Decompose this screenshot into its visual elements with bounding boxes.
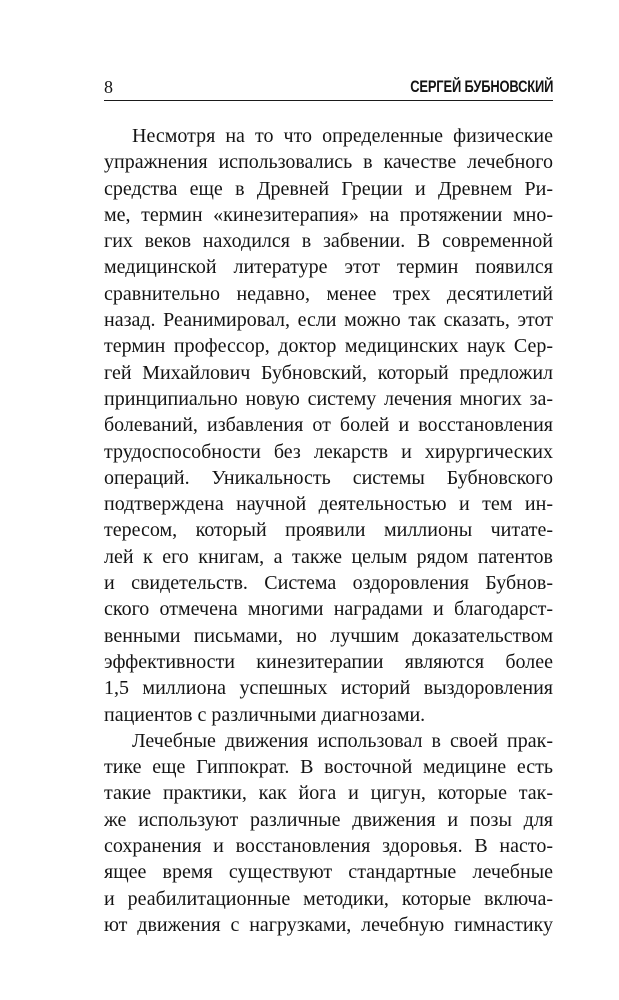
text-line: тересом, который проявили миллионы читате- <box>104 519 553 542</box>
text-line: ют движения с нагрузками, лечебную гимнастику <box>104 913 553 936</box>
paragraph-2 <box>104 728 553 938</box>
text-line: и реабилитационные методики, которые включа- <box>104 887 553 910</box>
text-line: тике еще Гиппократ. В восточной медицине есть <box>104 756 553 779</box>
text-line: подтверждена научной деятельностью и тем ин- <box>104 493 553 516</box>
text-line: средства еще в Древней Греции и Древнем Ри- <box>104 177 553 200</box>
text-line: же используют различные движения и позы для <box>104 808 553 831</box>
text-line: сохранения и восстановления здоровья. В насто- <box>104 835 553 858</box>
text-line: ящее время существуют стандартные лечебные <box>104 861 553 884</box>
text-line: гих веков находился в забвении. В современной <box>104 230 553 253</box>
text-line: венными письмами, но лучшим доказательством <box>104 624 553 647</box>
text-line: операций. Уникальность системы Бубновского <box>104 466 553 489</box>
text-line: лей к его книгам, а также целым рядом патентов <box>104 545 553 568</box>
text-line: ме, термин «кинезитерапия» на протяжении мно- <box>104 203 553 226</box>
text-line: 1,5 миллиона успешных историй выздоровления <box>104 677 553 700</box>
running-head-author: СЕРГЕЙ БУБНОВСКИЙ <box>409 77 553 96</box>
text-line: принципиально новую систему лечения многих за- <box>104 387 553 410</box>
running-header <box>104 74 553 101</box>
text-line: назад. Реанимировал, если можно так сказать, этот <box>104 309 553 332</box>
body-text <box>104 123 553 938</box>
text-line: упражнения использовались в качестве лечебного <box>104 151 553 174</box>
paragraph-1 <box>104 123 553 728</box>
text-line: медицинской литературе этот термин появился <box>104 256 553 279</box>
text-line: трудоспособности без лекарств и хирургических <box>104 440 553 463</box>
text-line: сравнительно недавно, менее трех десятилетий <box>104 282 553 305</box>
text-line: эффективности кинезитерапии являются более <box>104 650 553 673</box>
text-line: болеваний, избавления от болей и восстановления <box>104 414 553 437</box>
text-line: Лечебные движения использовал в своей прак- <box>132 729 553 752</box>
text-line: и свидетельств. Система оздоровления Бубнов- <box>104 572 553 595</box>
text-line: пациентов с различными диагнозами. <box>104 703 426 726</box>
text-line: такие практики, как йога и цигун, которые так- <box>104 782 553 805</box>
text-line: гей Михайлович Бубновский, который предложил <box>104 361 553 384</box>
text-line: термин профессор, доктор медицинских наук Сер- <box>104 335 553 358</box>
page-number: 8 <box>104 77 113 97</box>
text-line: Несмотря на то что определенные физические <box>132 125 553 147</box>
text-line: ского отмечена многими наградами и благодарст- <box>104 598 553 621</box>
